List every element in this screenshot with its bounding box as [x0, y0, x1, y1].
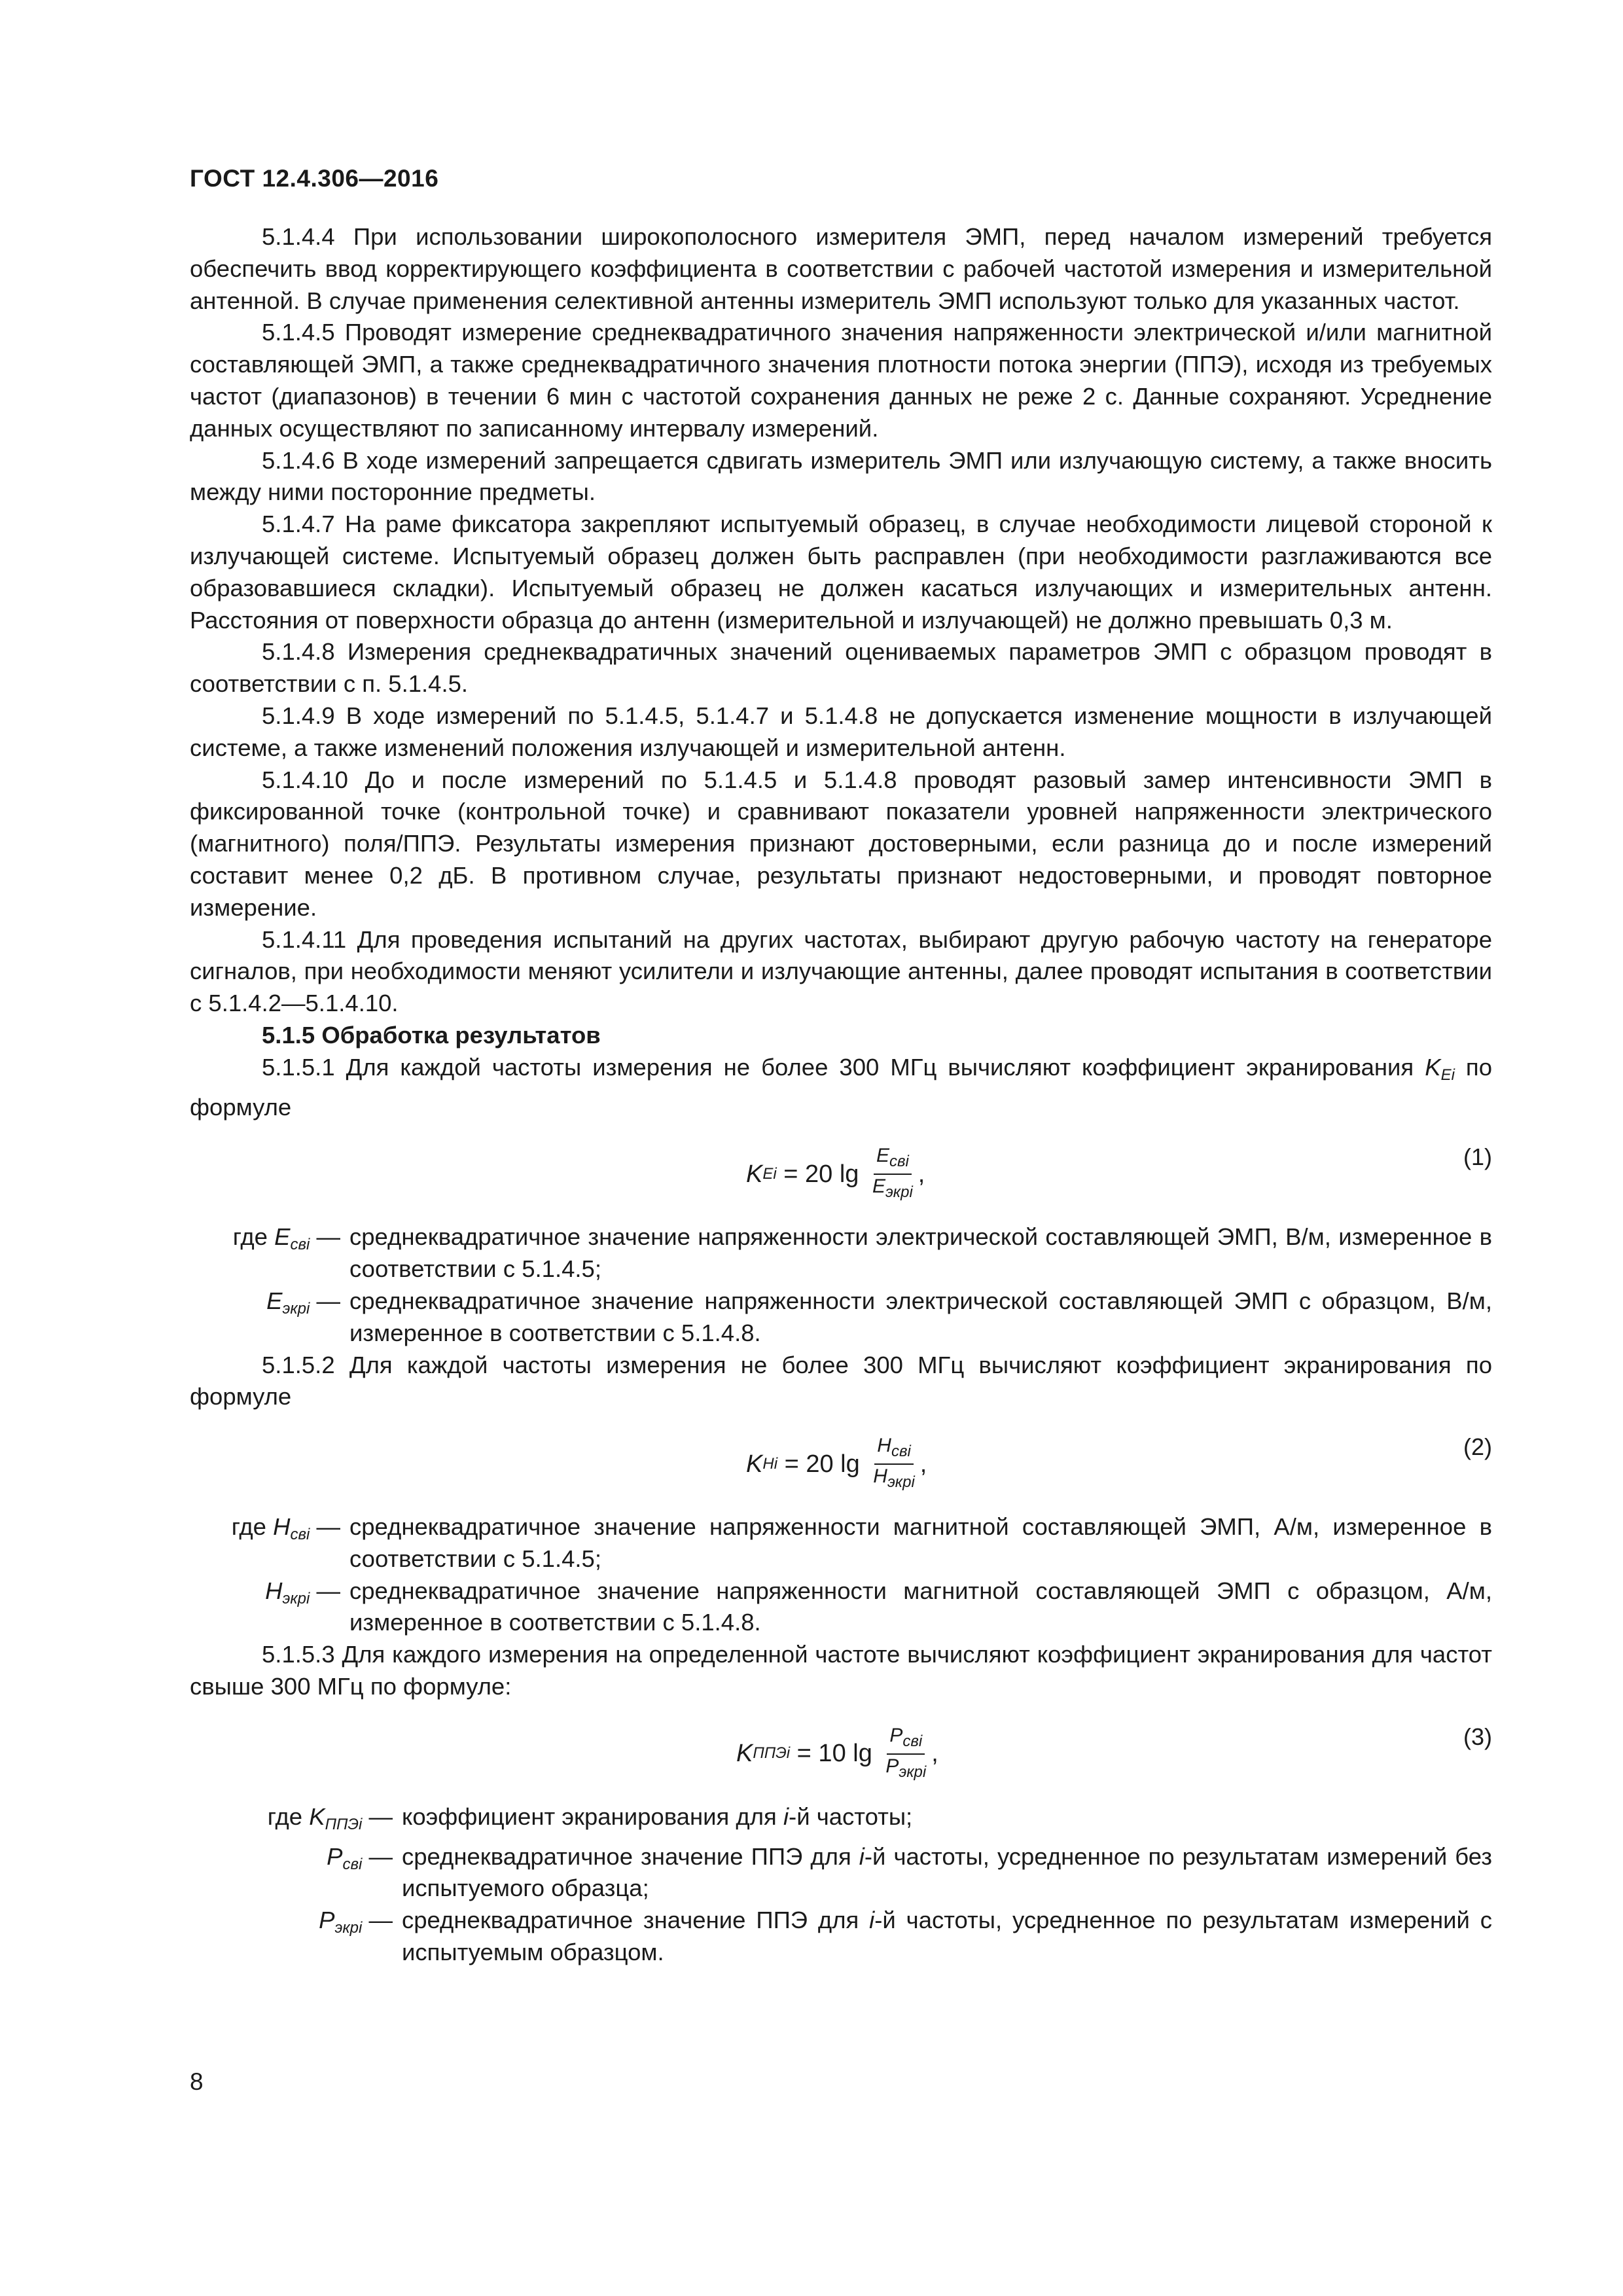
where-item — [190, 1841, 1492, 1905]
fraction-numerator — [887, 1724, 925, 1755]
symbol: P — [319, 1907, 335, 1934]
where-description: среднеквадратичное значение напряженности электрической составляющей ЭМП, В/м, измеренное в соответствии с 5.1.4.5; — [349, 1223, 1492, 1283]
symbol: P — [327, 1842, 343, 1870]
formula-operator: = 20 lg — [777, 1450, 867, 1478]
where-lead: где — [231, 1513, 274, 1541]
where-symbol: где $H_{свi}$ — — [231, 1513, 340, 1544]
symbol-subscript: экрi — [334, 1919, 363, 1937]
symbol: H — [273, 1513, 291, 1541]
formula-lhs-subscript: Ei — [762, 1164, 777, 1183]
fraction-numerator — [874, 1434, 914, 1465]
where-item — [190, 1575, 1492, 1640]
where-description: среднеквадратичное значение напряженности магнитной составляющей ЭМП, А/м, измеренное в соответствии с 5.1.4.5; — [349, 1513, 1492, 1572]
clause-5-1-4-5: 5.1.4.5 Проводят измерение среднеквадратичного значения напряженности электрической и/или магнитной составляющей ЭМП, а также среднеквадратичного значения плотности потока энергии (ППЭ), исходя из требуемых частот (диапазонов) в течении 6 мин с частотой сохранения данных не реже 2 с. Данные сохраняют. Усреднение данных осуществляют по записанному интервалу измерений. — [190, 319, 1492, 442]
symbol-subscript: свi — [290, 1526, 310, 1544]
where-description — [402, 1905, 1492, 1969]
where-description: среднеквадратичное значение напряженности электрической составляющей ЭМП с образцом, В/м, измеренное в соответствии с 5.1.4.8. — [349, 1287, 1492, 1346]
symbol: H — [265, 1577, 283, 1604]
numerator-subscript: свi — [902, 1732, 923, 1750]
clause-5-1-5-3: 5.1.5.3 Для каждого измерения на определенной частоте вычисляют коэффициент экранирования для частот свыше 300 МГц по формуле: — [190, 1641, 1492, 1700]
formula-comma: , — [919, 1450, 927, 1478]
index-symbol: i — [869, 1907, 875, 1934]
desc-text: -й частоты; — [789, 1803, 913, 1830]
formula-comma: , — [931, 1740, 938, 1768]
symbol: E — [274, 1223, 291, 1251]
numerator-symbol: P — [889, 1724, 903, 1746]
formula-3 — [736, 1724, 938, 1784]
formula-fraction — [883, 1724, 929, 1784]
formula-3-row — [190, 1703, 1492, 1801]
clause-5-1-4-8: 5.1.4.8 Измерения среднеквадратичных значений оцениваемых параметров ЭМП с образцом проводят в соответствии с п. 5.1.4.5. — [190, 638, 1492, 698]
denominator-symbol: E — [872, 1175, 885, 1198]
where-symbol: $P_{экрi}$ — — [319, 1907, 393, 1937]
where-symbol: $P_{свi}$ — — [327, 1842, 393, 1873]
fraction-denominator — [870, 1465, 917, 1494]
clause-5-1-4-11: 5.1.4.11 Для проведения испытаний на других частотах, выбирают другую рабочую частоту на генераторе сигналов, при необходимости меняют усилители и излучающие антенны, далее проводят испытания в соответствии с 5.1.4.2—5.1.4.10. — [190, 925, 1492, 1017]
desc-text: коэффициент экранирования для — [402, 1803, 783, 1830]
clause-5-1-4-10: 5.1.4.10 До и после измерений по 5.1.4.5 и 5.1.4.8 проводят разовый замер интенсивности ЭМП в фиксированной точке (контрольной точке) и сравнивают показатели уровней напряженности электрического (магнитного) поля/ППЭ. Результаты измерения признают достоверными, если разница до и после измерений составит менее 0,2 дБ. В противном случае, результаты признают недостоверными, и проводят повторное измерение. — [190, 766, 1492, 921]
formula-fraction — [870, 1434, 917, 1494]
symbol-subscript: экрi — [282, 1589, 310, 1607]
where-symbol: $E_{экрi}$ — — [266, 1287, 340, 1318]
where-item — [190, 1905, 1492, 1969]
where-symbol: $H_{экрi}$ — — [265, 1577, 340, 1607]
where-item — [190, 1285, 1492, 1350]
numerator-symbol: E — [876, 1145, 889, 1167]
formula-lhs: K — [746, 1160, 763, 1188]
desc-text: среднеквадратичное значение ППЭ для — [402, 1907, 870, 1934]
fraction-numerator — [874, 1144, 912, 1175]
symbol-subscript: свi — [342, 1855, 363, 1873]
where-lead: где — [267, 1803, 310, 1830]
formula-comma: , — [918, 1160, 925, 1188]
clause-text: 5.1.5.1 Для каждой частоты измерения не более 300 МГц вычисляют коэффициент экранирования — [262, 1053, 1414, 1081]
formula-lhs-subscript: Hi — [762, 1454, 778, 1473]
equation-number: (1) — [1463, 1143, 1492, 1171]
where-item — [190, 1801, 1492, 1841]
equation-number: (3) — [1463, 1723, 1492, 1750]
clause-5-1-4-7: 5.1.4.7 На раме фиксатора закрепляют испытуемый образец, в случае необходимости лицевой стороной к излучающей системе. Испытуемый образец должен быть расправлен (при необходимости разглаживаются все образовавшиеся складки). Испытуемый образец не должен касаться излучающих и измерительных антенн. Расстояния от поверхности образца до антенн (измерительной и излучающей) не должно превышать 0,3 м. — [190, 511, 1492, 634]
symbol: K — [309, 1803, 325, 1830]
clause-5-1-5-1 — [190, 1052, 1492, 1124]
symbol-subscript: свi — [290, 1236, 310, 1254]
where-item — [190, 1221, 1492, 1285]
formula-lhs: K — [736, 1740, 753, 1768]
desc-text: среднеквадратичное значение ППЭ для — [402, 1842, 859, 1870]
variable: K — [1425, 1053, 1441, 1081]
index-symbol: i — [859, 1842, 865, 1870]
formula-2 — [746, 1434, 927, 1494]
symbol: E — [266, 1287, 283, 1314]
clause-5-1-4-9: 5.1.4.9 В ходе измерений по 5.1.4.5, 5.1.4.7 и 5.1.4.8 не допускается изменение мощности в излучающей системе, а также изменений положения излучающей и измерительной антенн. — [190, 702, 1492, 761]
numerator-subscript: свi — [889, 1153, 909, 1171]
denominator-symbol: P — [885, 1755, 899, 1777]
clause-5-1-4-4: 5.1.4.4 При использовании широкополосного измерителя ЭМП, перед началом измерений требуется обеспечить ввод корректирующего коэффициента в соответствии с рабочей частотой измерения и измерительной антенной. В случае применения селективной антенны измеритель ЭМП используют только для указанных частот. — [190, 223, 1492, 314]
formula-lhs: K — [746, 1450, 763, 1478]
where-item — [190, 1511, 1492, 1575]
desc-text: -й частоты, усредненное по результатам измерений с испытуемым образцом. — [402, 1907, 1493, 1966]
denominator-subscript: экрi — [899, 1763, 927, 1781]
fraction-denominator — [883, 1755, 929, 1784]
standard-header: ГОСТ 12.4.306—2016 — [190, 165, 439, 192]
formula-operator: = 20 lg — [776, 1160, 866, 1188]
clause-5-1-5-2: 5.1.5.2 Для каждой частоты измерения не более 300 МГц вычисляют коэффициент экранирования по формуле — [190, 1351, 1492, 1410]
clause-tail: по формуле — [190, 1053, 1492, 1121]
symbol-subscript: ППЭi — [325, 1815, 363, 1833]
formula-1 — [746, 1144, 925, 1204]
equation-number: (2) — [1463, 1433, 1492, 1461]
where-description — [402, 1841, 1492, 1905]
formula-2-row — [190, 1413, 1492, 1511]
formula-fraction — [870, 1144, 916, 1204]
desc-text: -й частоты, усредненное по результатам измерений без испытуемого образца; — [402, 1842, 1492, 1902]
section-heading: 5.1.5 Обработка результатов — [262, 1021, 601, 1049]
variable-subscript: Ei — [1440, 1066, 1455, 1084]
denominator-subscript: экрi — [887, 1473, 915, 1492]
formula-1-row — [190, 1123, 1492, 1221]
document-body — [190, 221, 1492, 1969]
symbol-subscript: экрi — [282, 1299, 310, 1318]
where-description: среднеквадратичное значение напряженности магнитной составляющей ЭМП с образцом, А/м, измеренное в соответствии с 5.1.4.8. — [349, 1577, 1492, 1636]
numerator-symbol: H — [877, 1435, 891, 1457]
fraction-denominator — [870, 1175, 916, 1204]
where-description — [402, 1801, 1492, 1841]
formula-operator: = 10 lg — [790, 1740, 880, 1768]
numerator-subscript: свi — [891, 1443, 911, 1461]
where-symbol: где $E_{свi}$ — — [232, 1223, 340, 1254]
clause-5-1-4-6: 5.1.4.6 В ходе измерений запрещается сдвигать измеритель ЭМП или излучающую систему, а также вносить между ними посторонние предметы. — [190, 446, 1492, 506]
where-lead: где — [232, 1223, 275, 1251]
index-symbol: i — [783, 1803, 789, 1830]
page-number: 8 — [190, 2068, 204, 2095]
formula-lhs-subscript: ППЭi — [753, 1744, 791, 1763]
denominator-symbol: H — [873, 1465, 887, 1488]
where-symbol: где $K_{ППЭi}$ — — [267, 1803, 393, 1833]
denominator-subscript: экрi — [885, 1183, 913, 1202]
